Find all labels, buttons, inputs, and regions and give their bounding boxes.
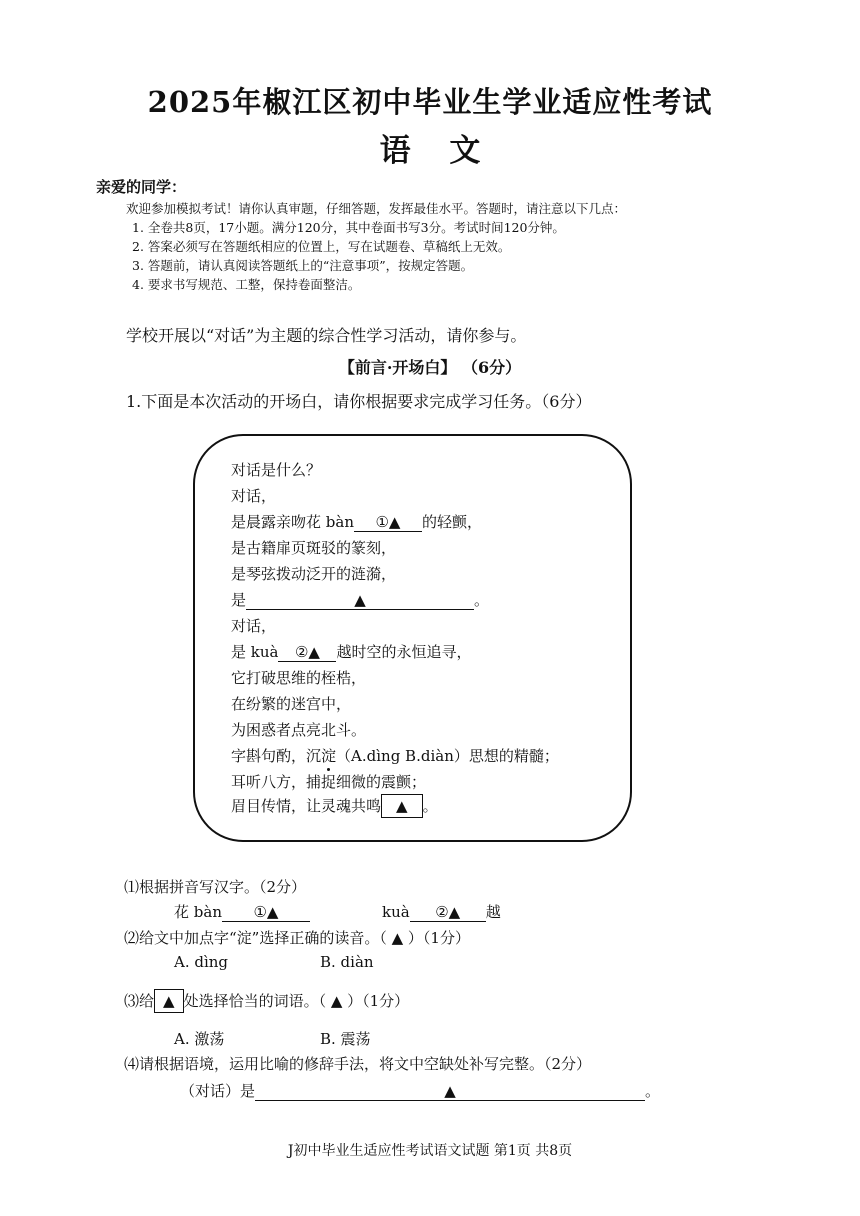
answer-suffix: 越 — [485, 903, 501, 921]
blank-2: ②▲ — [278, 643, 336, 662]
subquestion-1: ⑴根据拼音写汉字。（2分） — [124, 878, 307, 896]
pinyin-kua: kuà — [382, 903, 410, 921]
answer-blank-1: ①▲ — [222, 903, 310, 922]
poem-text: 。 — [422, 797, 438, 815]
poem-text: 是 kuà — [231, 643, 279, 661]
poem-text: 字斟句酌，沉 — [231, 747, 322, 765]
poem-line — [231, 641, 471, 662]
blank-1: ①▲ — [354, 513, 422, 532]
notice-item-2: 2. 答案必须写在答题纸相应的位置上，写在试题卷、草稿纸上无效。 — [132, 239, 511, 254]
poem-text: 眉目传情，让灵魂共鸣 — [231, 797, 382, 815]
answer-blank-4: ▲ — [255, 1082, 645, 1101]
subquestion-2: ⑵给文中加点字“淀”选择正确的读音。（ ▲ ）（1分） — [124, 929, 470, 947]
poem-text: 是晨露亲吻花 bàn — [231, 513, 354, 531]
option-a: A. 激荡 — [174, 1030, 225, 1048]
exam-subject: 语 文 — [379, 133, 481, 169]
option-b: B. diàn — [320, 953, 374, 971]
q3-prefix: ⑶给 — [124, 992, 155, 1010]
pinyin-ban: 花 bàn — [174, 903, 222, 921]
poem-line — [231, 589, 489, 610]
answer-line-2 — [382, 901, 501, 922]
notice-item-3: 3. 答题前，请认真阅读答题纸上的“注意事项”，按规定答题。 — [132, 258, 474, 273]
poem-line: 是琴弦拨动泛开的涟漪， — [231, 565, 397, 583]
exam-title: 2025年椒江区初中毕业生学业适应性考试 — [147, 85, 713, 119]
blank-metaphor: ▲ — [246, 591, 474, 610]
greeting: 亲爱的同学： — [96, 178, 187, 196]
answer-line-1 — [174, 901, 310, 922]
notice-item-1: 1. 全卷共8页，17小题。满分120分，其中卷面书写3分。考试时间120分钟。 — [132, 220, 565, 235]
poem-line — [231, 794, 438, 818]
poem-text: 的轻颤， — [421, 513, 482, 531]
poem-line — [231, 745, 559, 766]
activity-intro: 学校开展以“对话”为主题的综合性学习活动，请你参与。 — [126, 326, 527, 345]
answer-line-4 — [180, 1080, 660, 1101]
poem-text: 。 — [474, 591, 490, 609]
poem-line: 它打破思维的桎梏， — [231, 669, 367, 687]
boxed-blank: ▲ — [381, 794, 423, 818]
dotted-character: 淀 — [321, 747, 337, 765]
option-b: B. 震荡 — [320, 1030, 371, 1048]
poem-line: 对话， — [231, 617, 277, 635]
poem-line: 对话是什么？ — [231, 461, 322, 479]
poem-box — [193, 434, 632, 842]
section-heading: 【前言·开场白】 （6分） — [338, 358, 522, 377]
poem-line: 为困惑者点亮北斗。 — [231, 721, 367, 739]
poem-line: 在纷繁的迷宫中， — [231, 695, 352, 713]
notice-intro: 欢迎参加模拟考试！请你认真审题，仔细答题，发挥最佳水平。答题时，请注意以下几点： — [126, 201, 627, 216]
poem-text: 越时空的永恒追寻， — [336, 643, 472, 661]
poem-line: 耳听八方，捕捉细微的震颤； — [231, 773, 427, 791]
notice-item-4: 4. 要求书写规范、工整，保持卷面整洁。 — [132, 277, 361, 292]
page-footer: J初中毕业生适应性考试语文试题 第1页 共8页 — [287, 1143, 573, 1159]
answer-blank-2: ②▲ — [410, 903, 486, 922]
poem-line — [231, 511, 482, 532]
question-1: 1.下面是本次活动的开场白，请你根据要求完成学习任务。（6分） — [126, 392, 592, 411]
poem-line: 是古籍扉页斑驳的篆刻， — [231, 539, 397, 557]
q4-suffix: 。 — [645, 1082, 661, 1100]
q4-prefix: （对话）是 — [180, 1082, 256, 1100]
q3-suffix: 处选择恰当的词语。（ ▲ ）（1分） — [183, 992, 410, 1010]
poem-text: （A.dìng B.diàn）思想的精髓； — [336, 747, 559, 765]
poem-line: 对话， — [231, 487, 277, 505]
poem-text: 是 — [231, 591, 247, 609]
subquestion-3 — [124, 989, 409, 1013]
boxed-blank-ref: ▲ — [154, 989, 184, 1013]
subquestion-4: ⑷请根据语境，运用比喻的修辞手法，将文中空缺处补写完整。（2分） — [124, 1055, 592, 1073]
option-a: A. dìng — [174, 953, 229, 971]
